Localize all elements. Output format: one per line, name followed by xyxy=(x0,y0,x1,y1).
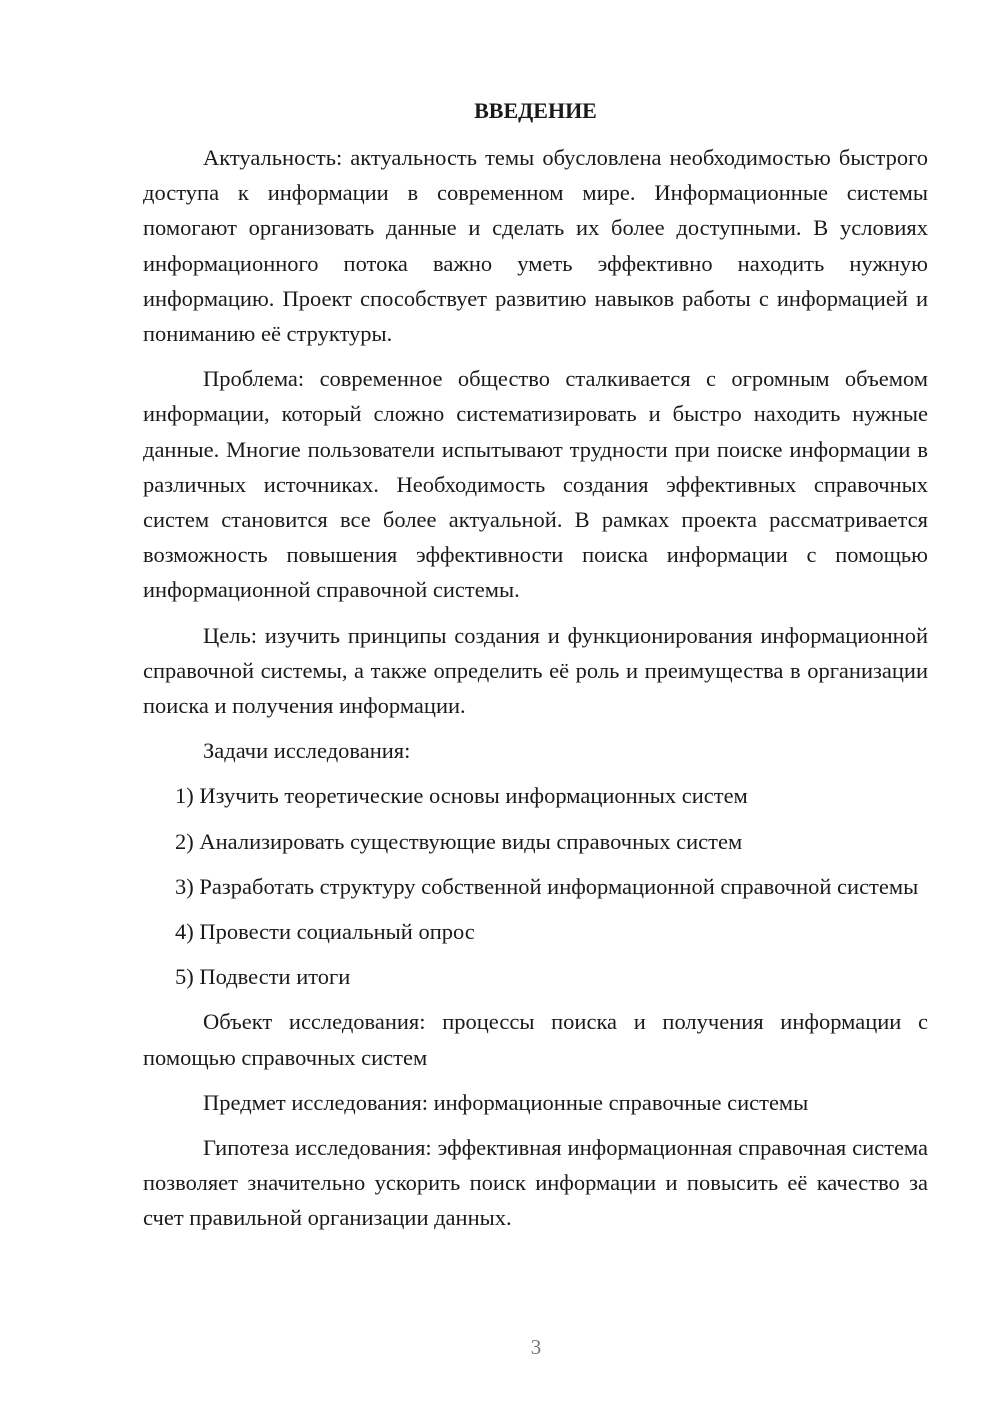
task-item-2: 2) Анализировать существующие виды справочных систем xyxy=(175,828,743,854)
page-content xyxy=(143,93,928,1246)
subject-paragraph: Предмет исследования: информационные справочные системы xyxy=(203,1089,809,1115)
page-number: 3 xyxy=(530,1335,542,1359)
object-paragraph: Объект исследования: процессы поиска и получения информации с помощью справочных систем xyxy=(143,1009,928,1070)
goal-paragraph: Цель: изучить принципы создания и функционирования информационной справочной системы, а также определить её роль и преимущества в организации поиска и получения информации. xyxy=(143,622,928,719)
section-heading: ВВЕДЕНИЕ xyxy=(474,98,597,123)
relevance-paragraph: Актуальность: актуальность темы обусловлена необходимостью быстрого доступа к информации в современном мире. Информационные системы помогают организовать данные и сделать их более доступными. В условиях информационного потока важно уметь эффективно находить нужную информацию. Проект способствует развитию навыков работы с информацией и пониманию её структуры. xyxy=(143,145,928,347)
task-item-4: 4) Провести социальный опрос xyxy=(175,919,475,945)
hypothesis-paragraph: Гипотеза исследования: эффективная информационная справочная система позволяет значительно ускорить поиск информации и повысить её качество за счет правильной организации данных. xyxy=(143,1135,928,1231)
task-item-1: 1) Изучить теоретические основы информационных систем xyxy=(175,783,748,809)
task-item-5: 5) Подвести итоги xyxy=(175,964,351,990)
task-item-3: 3) Разработать структуру собственной информационной справочной системы xyxy=(175,873,919,899)
problem-paragraph: Проблема: современное общество сталкивается с огромным объемом информации, который сложно систематизировать и быстро находить нужные данные. Многие пользователи испытывают трудности при поиске информации в различных источниках. Необходимость создания эффективных справочных систем становится все более актуальной. В рамках проекта рассматривается возможность повышения эффективности поиска информации с помощью информационной справочной системы. xyxy=(143,366,928,603)
tasks-title: Задачи исследования: xyxy=(203,738,411,764)
